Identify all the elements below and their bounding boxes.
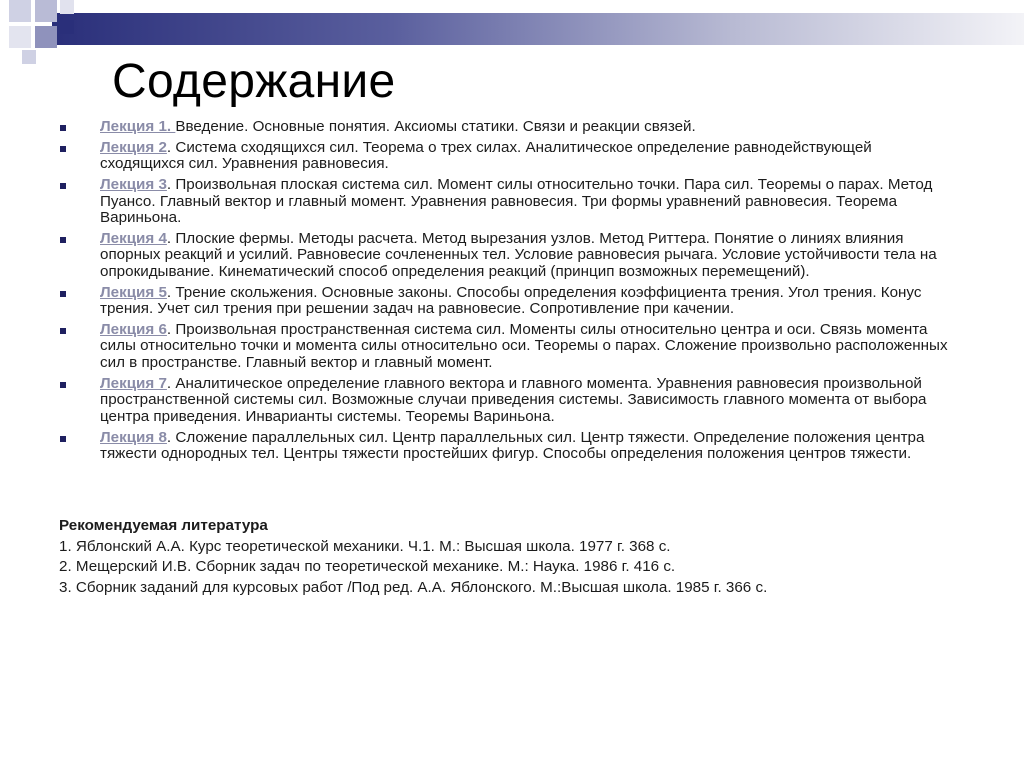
lecture-link-7[interactable]: Лекция 7 [100, 374, 167, 392]
lecture-description: . Трение скольжения. Основные законы. Способы определения коэффициента трения. Угол трения. Конус трения. Учет сил трения при решении задач на равновесие. Сопротивление при качении. [100, 283, 922, 318]
lecture-link-3[interactable]: Лекция 3 [100, 176, 167, 194]
decor-square [22, 50, 36, 64]
lecture-item-7 [60, 376, 960, 426]
lecture-description: . Произвольная плоская система сил. Момент силы относительно точки. Пара сил. Теоремы о парах. Метод Пуансо. Главный вектор и главный момент. Уравнения равновесия. Три формы уравнений равновесия. Теорема Вариньона. [100, 176, 933, 227]
literature-item-2: 2. Мещерский И.В. Сборник задач по теоретической механике. М.: Наука. 1986 г. 416 с. [59, 558, 676, 575]
square-bullet-icon [60, 436, 66, 442]
square-bullet-icon [60, 125, 66, 131]
lecture-description: . Аналитическое определение главного вектора и главного момента. Уравнения равновесия произвольной пространственной системы сил. Возможные случаи приведения системы. Зависимость главного момента от выбора центра приведения. Инварианты системы. Теоремы Вариньона. [100, 374, 927, 425]
square-bullet-icon [60, 382, 66, 388]
lecture-link-6[interactable]: Лекция 6 [100, 320, 167, 338]
lecture-description: . Плоские фермы. Методы расчета. Метод вырезания узлов. Метод Риттера. Понятие о линиях влияния опорных реакций и усилий. Равновесие сочлененных тел. Условие равновесия рычага. Условие устойчивости тела на опрокидывание. Кинематический способ определения реакций (принцип возможных перемещений). [100, 229, 937, 280]
lecture-description: . Сложение параллельных сил. Центр параллельных сил. Центр тяжести. Определение положения центра тяжести однородных тел. Центры тяжести простейших фигур. Способы определения положения центров тяжести. [100, 428, 925, 463]
lecture-item-5 [60, 285, 960, 318]
square-bullet-icon [60, 146, 66, 152]
square-bullet-icon [60, 237, 66, 243]
decor-square [60, 0, 74, 14]
literature-item-3: 3. Сборник заданий для курсовых работ /Под ред. А.А. Яблонского. М.:Высшая школа. 1985 г. 366 с. [59, 578, 768, 596]
lecture-link-1[interactable]: Лекция 1. [100, 118, 176, 135]
square-bullet-icon [60, 328, 66, 334]
literature-heading: Рекомендуемая литература [59, 517, 268, 534]
lecture-link-4[interactable]: Лекция 4 [100, 229, 167, 247]
square-bullet-icon [60, 291, 66, 297]
decor-square [35, 0, 57, 22]
lecture-item-3 [60, 177, 960, 227]
decor-square [60, 20, 74, 34]
lecture-item-6 [60, 322, 960, 372]
header-gradient-bar [52, 13, 1024, 45]
lecture-link-5[interactable]: Лекция 5 [100, 283, 167, 301]
lecture-description: . Система сходящихся сил. Теорема о трех силах. Аналитическое определение равнодействующей сходящихся сил. Уравнения равновесия. [100, 138, 872, 173]
slide-title: Содержание [112, 55, 396, 108]
decor-square [9, 26, 31, 48]
lecture-link-8[interactable]: Лекция 8 [100, 428, 167, 446]
lecture-item-4 [60, 231, 960, 281]
lecture-item-2 [60, 140, 960, 173]
lecture-description: . Произвольная пространственная система сил. Моменты силы относительно центра и оси. Связь момента силы относительно точки и момента силы относительно оси. Теоремы о парах. Сложение произвольно расположенных сил в пространстве. Главный вектор и главный момент. [100, 320, 948, 371]
lecture-item-8 [60, 430, 960, 463]
decor-square [9, 0, 31, 22]
literature-item-1: 1. Яблонский А.А. Курс теоретической механики. Ч.1. М.: Высшая школа. 1977 г. 368 с. [59, 537, 671, 555]
literature-section [59, 516, 959, 598]
square-bullet-icon [60, 183, 66, 189]
lecture-item-1 [60, 119, 960, 136]
lecture-link-2[interactable]: Лекция 2 [100, 138, 167, 156]
decor-square [35, 26, 57, 48]
lecture-description: Введение. Основные понятия. Аксиомы статики. Связи и реакции связей. [175, 118, 696, 135]
lecture-list [60, 119, 960, 467]
